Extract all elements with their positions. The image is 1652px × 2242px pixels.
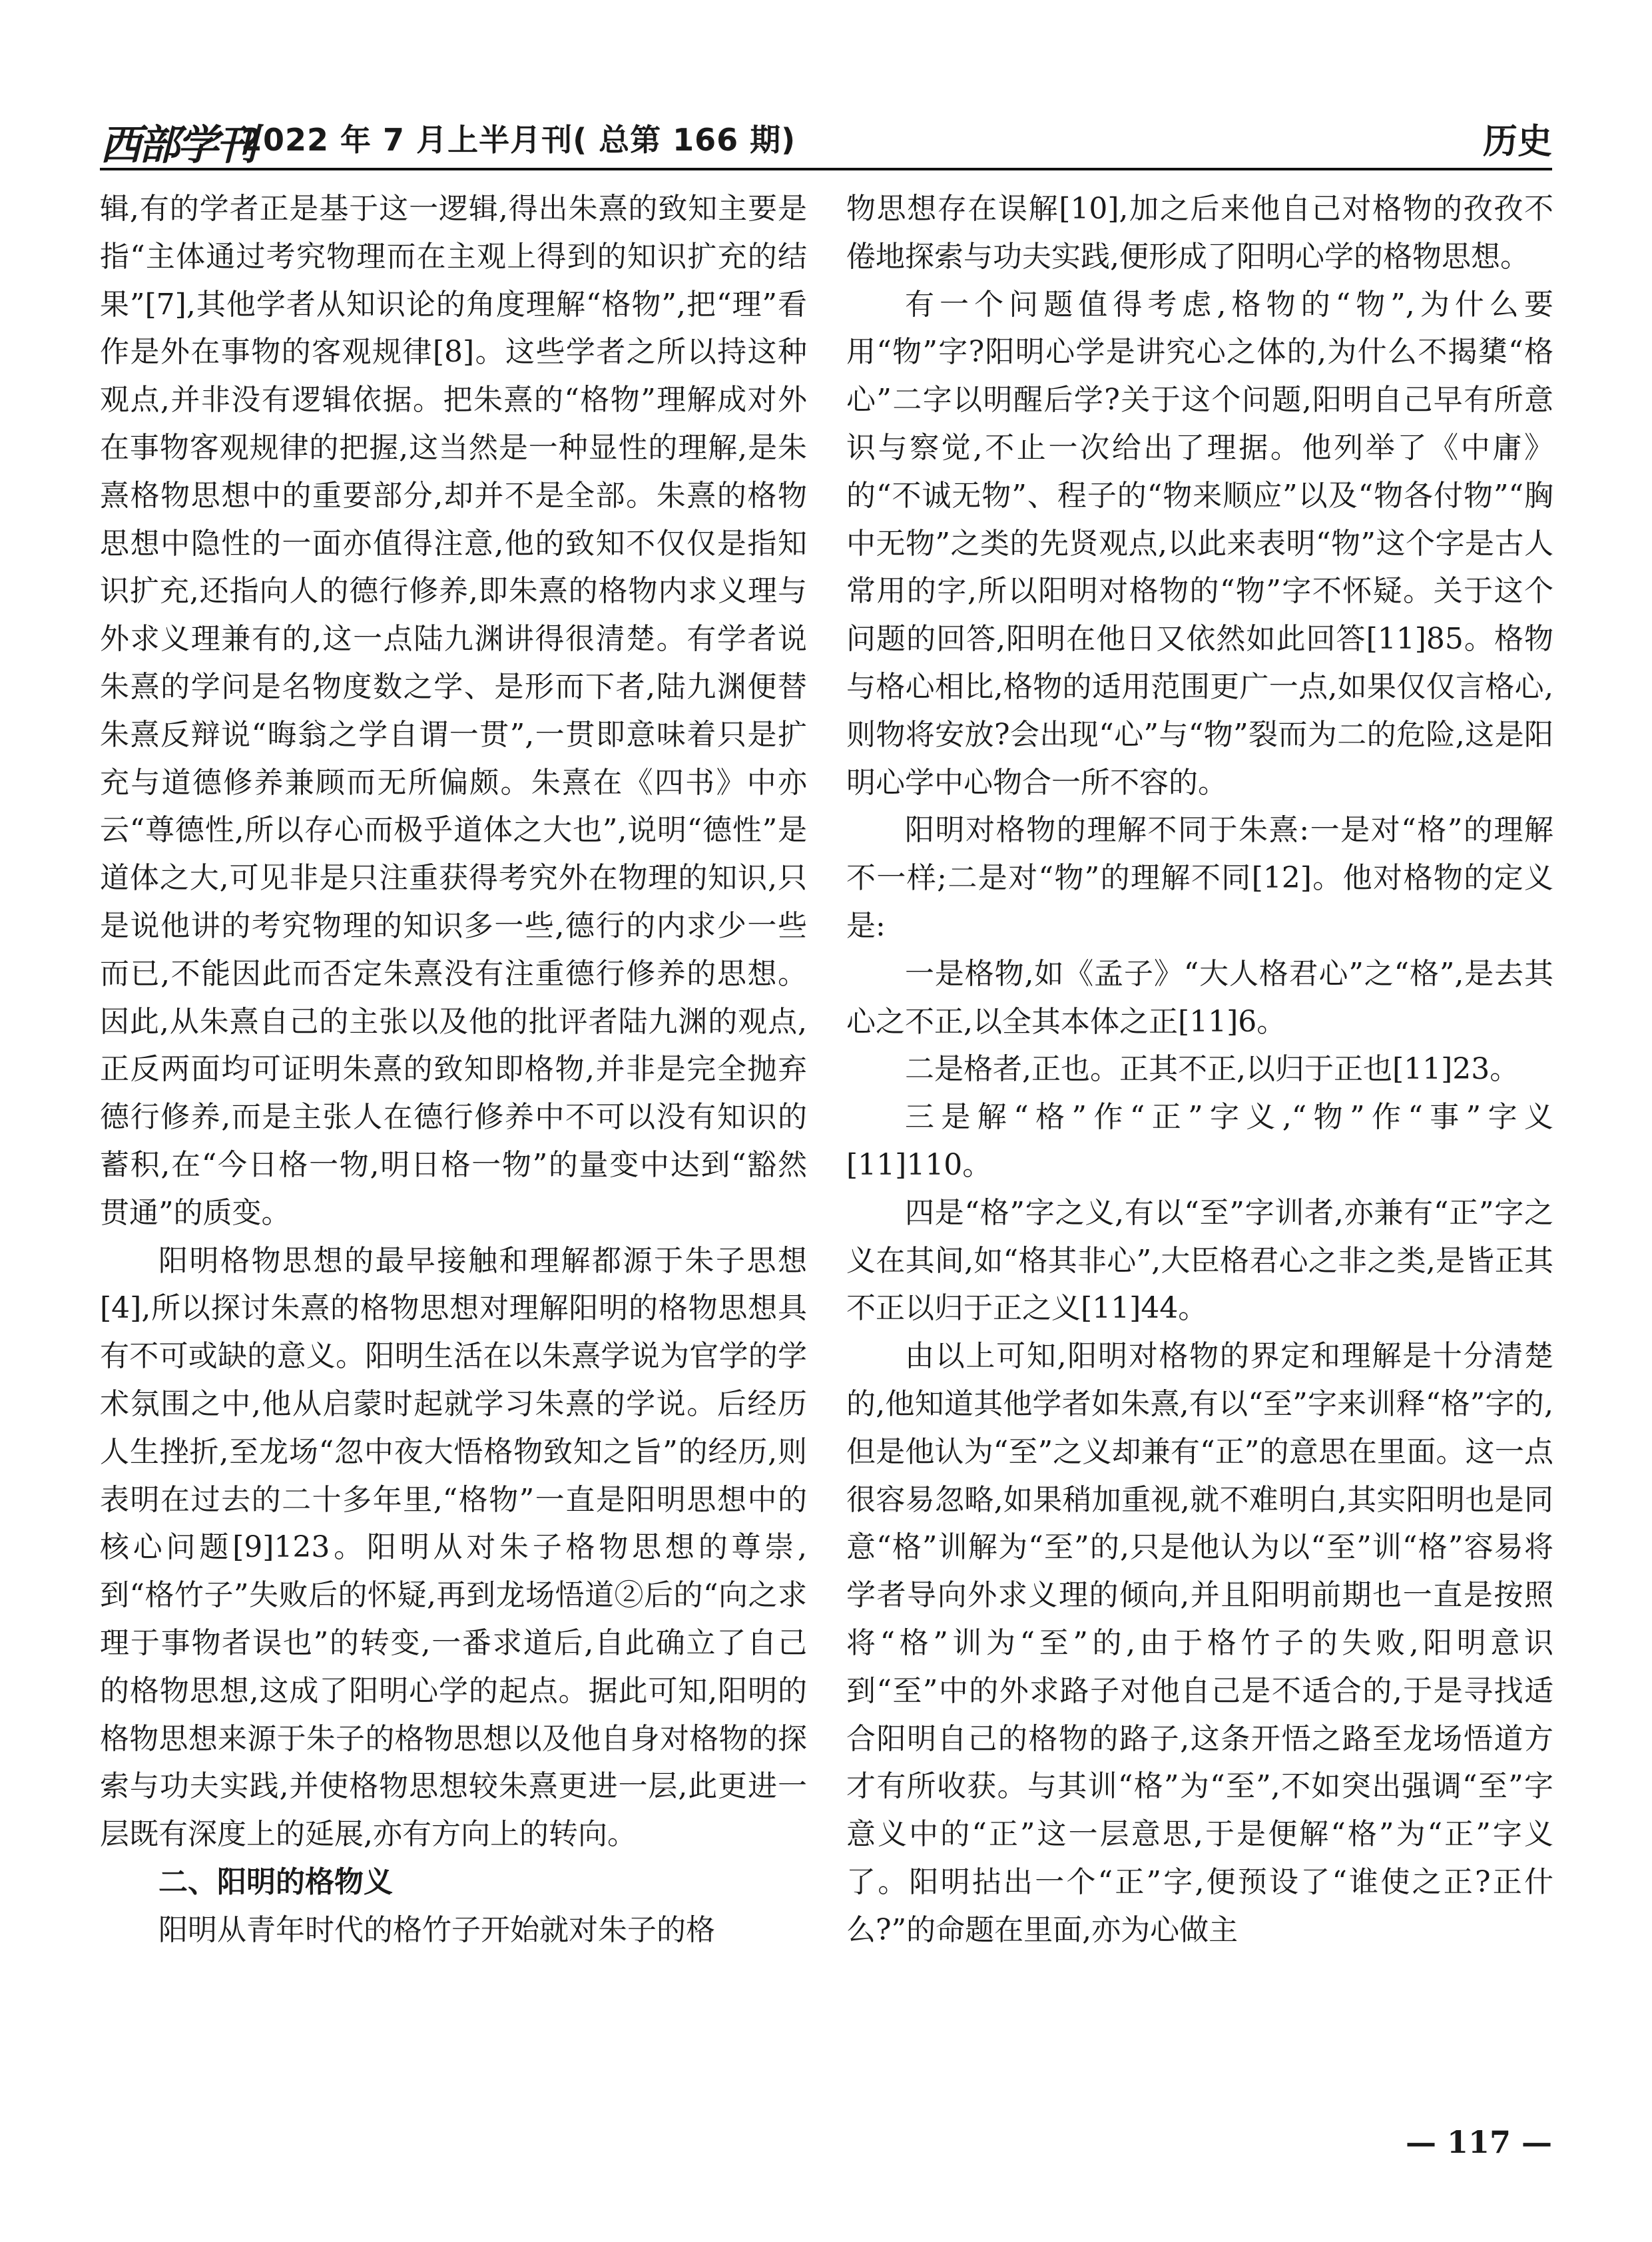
paragraph: 阳明格物思想的最早接触和理解都源于朱子思想[4],所以探讨朱熹的格物思想对理解阳明的格物思想具有不可或缺的意义。阳明生活在以朱熹学说为官学的学术氛围之中,他从启蒙时起就学习朱熹的学说。后经历人生挫折,至龙场“忽中夜大悟格物致知之旨”的经历,则表明在过去的二十多年里,“格物”一直是阳明思想中的核心问题[9]123。阳明从对朱子格物思想的尊崇,到“格竹子”失败后的怀疑,再到龙场悟道②后的“向之求理于事物者误也”的转变,一番求道后,自此确立了自己的格物思想,这成了阳明心学的起点。据此可知,阳明的格物思想来源于朱子的格物思想以及他自身对格物的探索与功夫实践,并使格物思想较朱熹更进一层,此更进一层既有深度上的延展,亦有方向上的转向。 — [100, 1243, 807, 1852]
right-column — [846, 185, 1553, 1954]
paragraph: 有一个问题值得考虑,格物的“物”,为什么要用“物”字?阳明心学是讲究心之体的,为什么不揭橥“格心”二字以明醒后学?关于这个问题,阳明自己早有所意识与察觉,不止一次给出了理据。他列举了《中庸》的“不诚无物”、程子的“物来顺应”以及“物各付物”“胸中无物”之类的先贤观点,以此来表明“物”这个字是古人常用的字,所以阳明对格物的“物”字不怀疑。关于这个问题的回答,阳明在他日又依然如此回答[11]85。格物与格心相比,格物的适用范围更广一点,如果仅仅言格心,则物将安放?会出现“心”与“物”裂而为二的危险,这是阳明心学中心物合一所不容的。 — [846, 287, 1553, 800]
paragraph: 阳明从青年时代的格竹子开始就对朱子的格 — [158, 1912, 715, 1947]
paragraph: 辑,有的学者正是基于这一逻辑,得出朱熹的致知主要是指“主体通过考究物理而在主观上得到的知识扩充的结果”[7],其他学者从知识论的角度理解“格物”,把“理”看作是外在事物的客观规律[8]。这些学者之所以持这种观点,并非没有逻辑依据。把朱熹的“格物”理解成对外在事物客观规律的把握,这当然是一种显性的理解,是朱熹格物思想中的重要部分,却并不是全部。朱熹的格物思想中隐性的一面亦值得注意,他的致知不仅仅是指知识扩充,还指向人的德行修养,即朱熹的格物内求义理与外求义理兼有的,这一点陆九渊讲得很清楚。有学者说朱熹的学问是名物度数之学、是形而下者,陆九渊便替朱熹反辩说“晦翁之学自谓一贯”,一贯即意味着只是扩充与道德修养兼顾而无所偏颇。朱熹在《四书》中亦云“尊德性,所以存心而极乎道体之大也”,说明“德性”是道体之大,可见非是只注重获得考究外在物理的知识,只是说他讲的考究物理的知识多一些,德行的内求少一些而已,不能因此而否定朱熹没有注重德行修养的思想。因此,从朱熹自己的主张以及他的批评者陆九渊的观点,正反两面均可证明朱熹的致知即格物,并非是完全抛弃德行修养,而是主张人在德行修养中不可以没有知识的蓄积,在“今日格一物,明日格一物”的量变中达到“豁然贯通”的质变。 — [100, 192, 807, 1230]
journal-logo: 西部学刊 — [100, 121, 255, 169]
header-rule — [100, 168, 1552, 170]
paragraph: 物思想存在误解[10],加之后来他自己对格物的孜孜不倦地探索与功夫实践,便形成了阳明心学的格物思想。 — [846, 192, 1553, 274]
page-header — [100, 107, 1552, 169]
paragraph: 一是格物,如《孟子》“大人格君心”之“格”,是去其心之不正,以全其本体之正[11]6。 — [846, 956, 1553, 1039]
section-title: 历史 — [1482, 122, 1552, 162]
paragraph: 二是格者,正也。正其不正,以归于正也[11]23。 — [905, 1052, 1519, 1087]
paragraph: 由以上可知,阳明对格物的界定和理解是十分清楚的,他知道其他学者如朱熹,有以“至”字来训释“格”字的,但是他认为“至”之义却兼有“正”的意思在里面。这一点很容易忽略,如果稍加重视,就不难明白,其实阳明也是同意“格”训解为“至”的,只是他认为以“至”训“格”容易将学者导向外求义理的倾向,并且阳明前期也一直是按照将“格”训为“至”的,由于格竹子的失败,阳明意识到“至”中的外求路子对他自己是不适合的,于是寻找适合阳明自己的格物的路子,这条开悟之路至龙场悟道方才有所收获。与其训“格”为“至”,不如突出强调“至”字意义中的“正”这一层意思,于是便解“格”为“正”字义了。阳明拈出一个“正”字,便预设了“谁使之正?正什么?”的命题在里面,亦为心做主 — [846, 1339, 1553, 1947]
paragraph: 阳明对格物的理解不同于朱熹:一是对“格”的理解不一样;二是对“物”的理解不同[12]。他对格物的定义是: — [846, 813, 1553, 943]
left-column — [100, 185, 807, 1954]
paragraph: 四是“格”字之义,有以“至”字训者,亦兼有“正”字之义在其间,如“格其非心”,大臣格君心之非之类,是皆正其不正以归于正之义[11]44。 — [846, 1195, 1553, 1326]
issue-info: 2022 年 7 月上半月刊( 总第 166 期) — [241, 122, 796, 158]
paragraph: 三是解“格”作“正”字义,“物”作“事”字义[11]110。 — [846, 1100, 1553, 1182]
section-heading: 二、阳明的格物义 — [158, 1864, 393, 1899]
page-number: — 117 — — [1405, 2124, 1552, 2160]
